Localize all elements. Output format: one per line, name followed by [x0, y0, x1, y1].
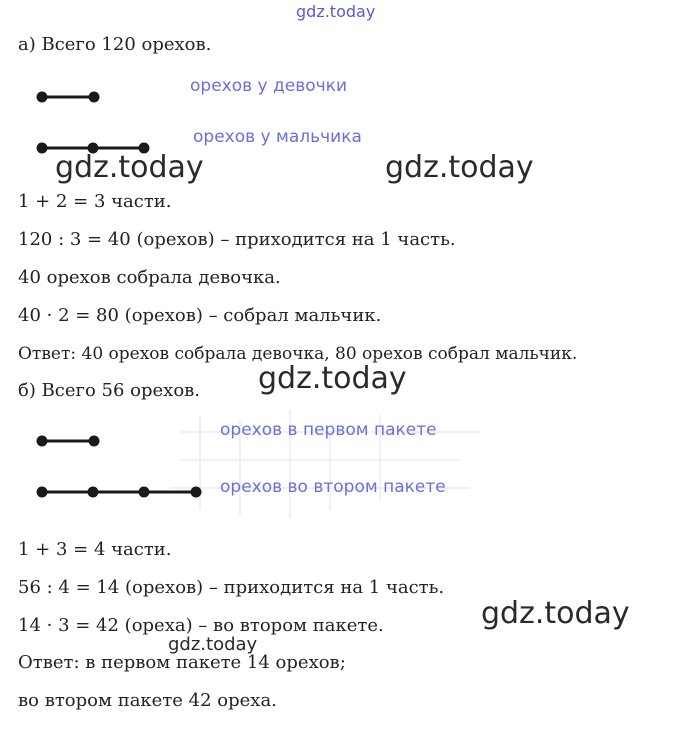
part-b-answer2: во втором пакете 42 ореха.: [18, 690, 277, 711]
label-boy: орехов у мальчика: [193, 127, 362, 147]
part-a-answer: Ответ: 40 орехов собрала девочка, 80 орехов собрал мальчик.: [18, 344, 578, 364]
watermark-middle: gdz.today: [258, 361, 407, 396]
segment-first-packet: [38, 437, 98, 445]
segment-girl: [38, 93, 98, 101]
part-a-line4: 40 · 2 = 80 (орехов) – собрал мальчик.: [18, 305, 382, 326]
label-girl: орехов у девочки: [190, 76, 347, 96]
part-b-answer1: Ответ: в первом пакете 14 орехов;: [18, 652, 346, 673]
part-b-line1: 1 + 3 = 4 части.: [18, 539, 172, 560]
part-b-heading: б) Всего 56 орехов.: [18, 380, 201, 401]
part-a-line2: 120 : 3 = 40 (орехов) – приходится на 1 часть.: [18, 229, 456, 250]
watermark-a-left: gdz.today: [55, 150, 204, 185]
part-a-heading: а) Всего 120 орехов.: [18, 34, 212, 55]
part-a-line1: 1 + 2 = 3 части.: [18, 191, 172, 212]
part-b-line3: 14 · 3 = 42 (ореха) – во втором пакете.: [18, 615, 384, 636]
watermark-top: gdz.today: [296, 2, 376, 21]
label-second-packet: орехов во втором пакете: [220, 477, 446, 497]
watermark-a-right: gdz.today: [385, 150, 534, 185]
segment-second-packet: [38, 488, 200, 496]
part-a-line3: 40 орехов собрала девочка.: [18, 267, 281, 288]
watermark-b-small: gdz.today: [168, 634, 258, 655]
part-b-line2: 56 : 4 = 14 (орехов) – приходится на 1 часть.: [18, 577, 445, 598]
label-first-packet: орехов в первом пакете: [220, 420, 437, 440]
watermark-b-right: gdz.today: [481, 596, 630, 631]
